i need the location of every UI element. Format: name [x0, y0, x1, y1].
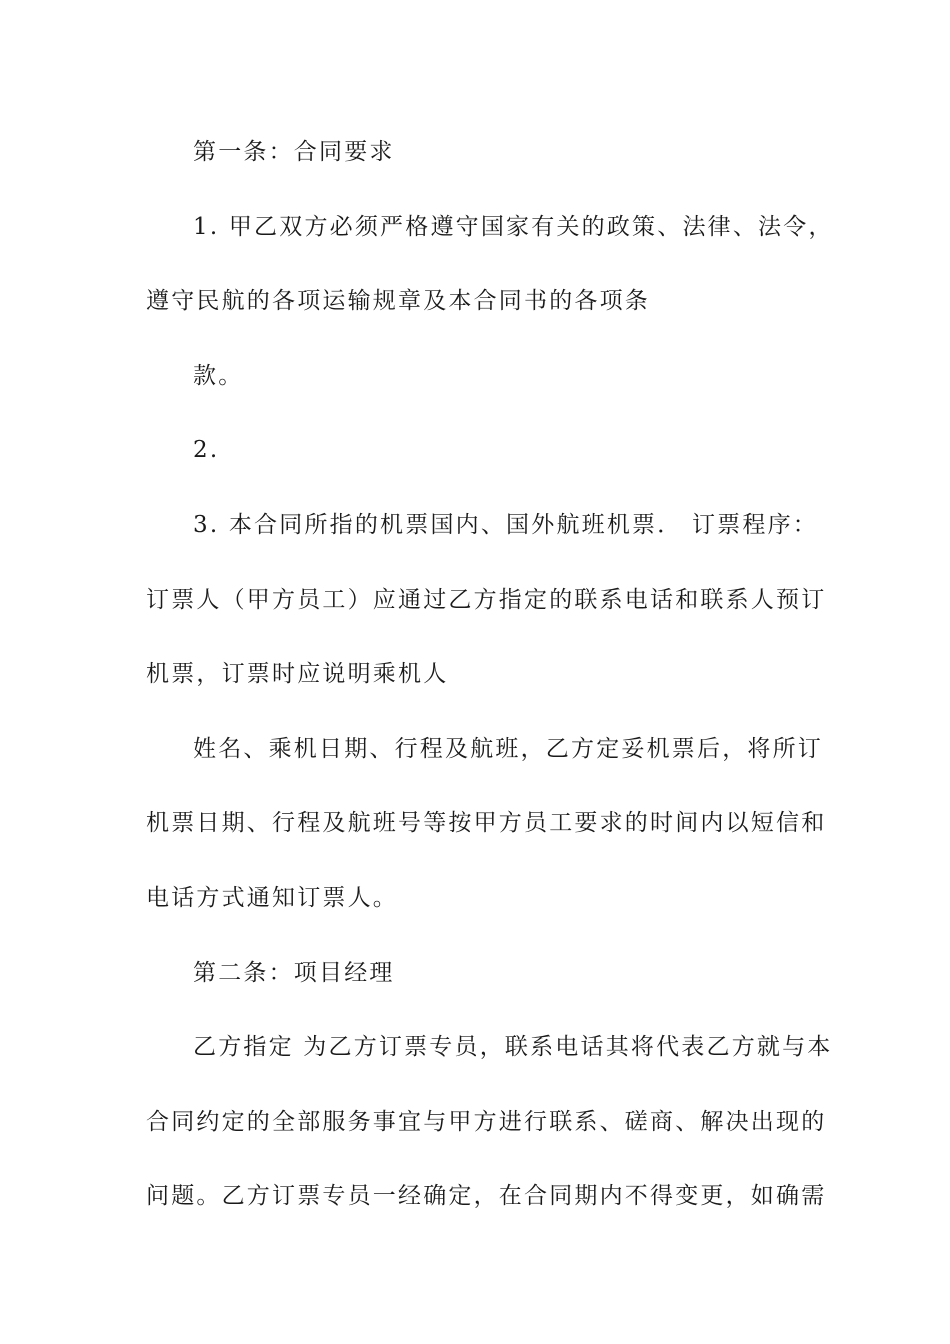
paragraph-line: 合同约定的全部服务事宜与甲方进行联系、磋商、解决出现的: [146, 1109, 827, 1135]
paragraph-line: 姓名、乘机日期、行程及航班，乙方定妥机票后，将所订: [193, 736, 823, 762]
paragraph-line: 机票，订票时应说明乘机人: [146, 661, 449, 687]
paragraph-line: 乙方指定 为乙方订票专员，联系电话其将代表乙方就与本: [193, 1034, 833, 1060]
paragraph-line: 遵守民航的各项运输规章及本合同书的各项条: [146, 288, 650, 314]
paragraph-line: 3. 本合同所指的机票国内、国外航班机票． 订票程序：: [193, 512, 818, 538]
paragraph-line: 款。: [193, 363, 244, 389]
paragraph-line: 问题。乙方订票专员一经确定，在合同期内不得变更，如确需: [146, 1183, 827, 1209]
paragraph-line: 订票人（甲方员工）应通过乙方指定的联系电话和联系人预订: [146, 587, 827, 613]
paragraph-line: 机票日期、行程及航班号等按甲方员工要求的时间内以短信和: [146, 810, 827, 836]
paragraph-line: 电话方式通知订票人。: [146, 885, 398, 911]
section-heading-1: 第一条：合同要求: [193, 139, 395, 165]
paragraph-line: 1. 甲乙双方必须严格遵守国家有关的政策、法律、法令，: [193, 214, 834, 240]
paragraph-line: 2.: [193, 437, 220, 463]
section-heading-2: 第二条：项目经理: [193, 960, 395, 986]
